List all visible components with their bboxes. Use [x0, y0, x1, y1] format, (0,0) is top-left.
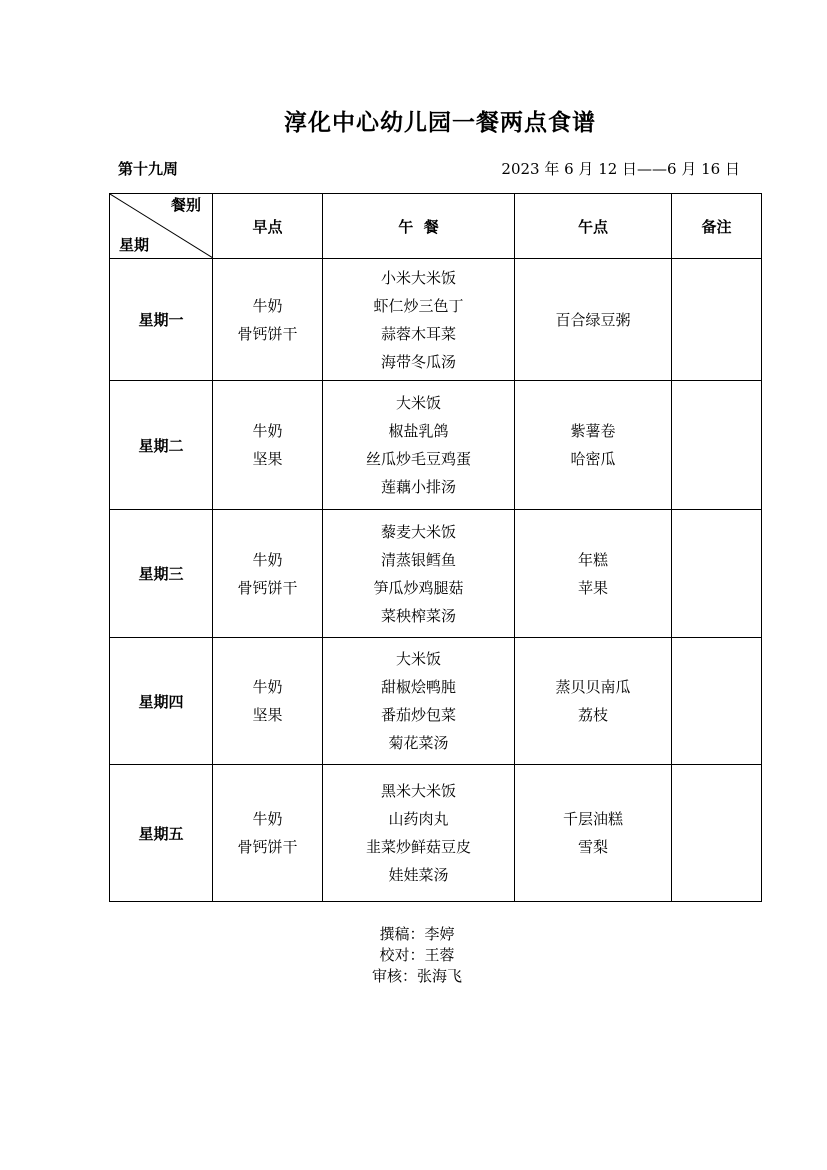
menu-item: 雪梨 [577, 838, 608, 856]
menu-item: 荔枝 [577, 706, 608, 724]
menu-item: 莲藕小排汤 [380, 478, 456, 496]
day-cell: 星期一 [110, 259, 213, 381]
menu-item: 蒸贝贝南瓜 [555, 678, 631, 696]
table-row [110, 381, 762, 510]
snack-cell [515, 638, 672, 765]
snack-cell [515, 765, 672, 902]
footer-reviewer: 审核：张海飞 [371, 967, 462, 985]
table-row [110, 259, 762, 381]
menu-item: 千层油糕 [562, 810, 623, 828]
day-cell: 星期五 [110, 765, 213, 902]
header-breakfast: 早点 [213, 194, 323, 259]
menu-item: 哈密瓜 [570, 450, 616, 468]
note-cell [672, 765, 762, 902]
menu-item: 骨钙饼干 [237, 324, 298, 343]
header-snack: 午点 [515, 194, 672, 259]
menu-item: 海带冬瓜汤 [380, 352, 456, 371]
note-cell [672, 259, 762, 381]
menu-item: 清蒸银鳕鱼 [380, 550, 456, 569]
page-title: 淳化中心幼儿园一餐两点食谱 [284, 109, 596, 136]
menu-item: 藜麦大米饭 [380, 522, 456, 541]
menu-item: 百合绿豆粥 [555, 310, 631, 329]
corner-meal-label: 餐别 [170, 196, 201, 214]
menu-item: 骨钙饼干 [237, 838, 298, 856]
lunch-cell [323, 381, 515, 510]
table-row [110, 765, 762, 902]
corner-day-label: 星期 [119, 236, 150, 254]
table-header-row [110, 194, 762, 259]
menu-item: 番茄炒包菜 [380, 706, 456, 724]
snack-cell [515, 259, 672, 381]
menu-table [109, 193, 762, 902]
corner-header-cell [110, 194, 213, 259]
menu-item: 牛奶 [252, 422, 283, 440]
menu-item: 甜椒烩鸭肫 [380, 678, 456, 696]
lunch-cell [323, 510, 515, 638]
menu-item: 坚果 [252, 450, 283, 468]
menu-item: 笋瓜炒鸡腿菇 [373, 578, 464, 597]
date-range: 2023 年 6 月 12 日——6 月 16 日 [501, 160, 740, 178]
menu-item: 年糕 [577, 550, 608, 569]
menu-item: 小米大米饭 [380, 268, 456, 287]
footer-proofreader: 校对：王蓉 [379, 946, 455, 964]
day-cell: 星期四 [110, 638, 213, 765]
menu-item: 骨钙饼干 [237, 578, 298, 597]
table-row [110, 510, 762, 638]
note-cell [672, 381, 762, 510]
menu-item: 大米饭 [395, 394, 441, 412]
menu-item: 牛奶 [252, 550, 283, 569]
menu-item: 蒜蓉木耳菜 [380, 324, 456, 343]
table-row [110, 638, 762, 765]
breakfast-cell [213, 510, 323, 638]
snack-cell [515, 510, 672, 638]
note-cell [672, 638, 762, 765]
breakfast-cell [213, 259, 323, 381]
menu-item: 韭菜炒鲜菇豆皮 [365, 838, 471, 856]
menu-item: 坚果 [252, 706, 283, 724]
day-cell: 星期三 [110, 510, 213, 638]
header-note: 备注 [672, 194, 762, 259]
menu-item: 大米饭 [395, 650, 441, 668]
breakfast-cell [213, 381, 323, 510]
menu-item: 娃娃菜汤 [388, 866, 449, 884]
lunch-cell [323, 259, 515, 381]
menu-item: 紫薯卷 [570, 422, 616, 440]
menu-item: 菜秧榨菜汤 [380, 606, 456, 625]
menu-item: 牛奶 [252, 296, 283, 315]
menu-item: 山药肉丸 [388, 810, 449, 828]
menu-item: 牛奶 [252, 678, 283, 696]
menu-item: 黑米大米饭 [380, 782, 456, 800]
lunch-cell [323, 638, 515, 765]
snack-cell [515, 381, 672, 510]
menu-item: 椒盐乳鸽 [388, 422, 449, 440]
day-cell: 星期二 [110, 381, 213, 510]
menu-item: 牛奶 [252, 810, 283, 828]
breakfast-cell [213, 765, 323, 902]
menu-item: 丝瓜炒毛豆鸡蛋 [365, 450, 471, 468]
breakfast-cell [213, 638, 323, 765]
menu-item: 苹果 [577, 578, 608, 597]
menu-item: 菊花菜汤 [388, 734, 449, 752]
menu-body [110, 259, 762, 902]
header-lunch: 午 餐 [323, 194, 515, 259]
menu-item: 虾仁炒三色丁 [373, 296, 464, 315]
note-cell [672, 510, 762, 638]
footer-author: 撰稿：李婷 [379, 925, 455, 943]
week-label: 第十九周 [118, 160, 179, 178]
lunch-cell [323, 765, 515, 902]
